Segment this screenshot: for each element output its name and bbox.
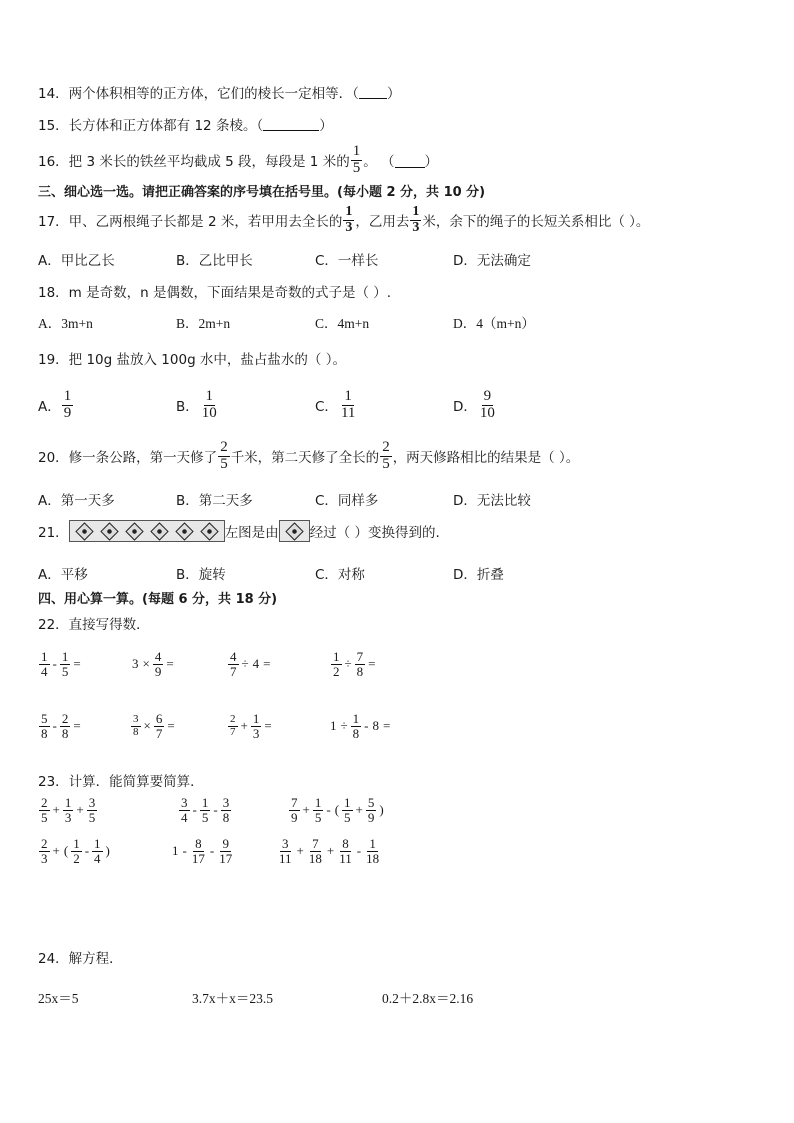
question-18: 18．m 是奇数，n 是偶数，下面结果是奇数的式子是（ ）. — [38, 285, 392, 301]
question-22: 22．直接写得数． — [38, 617, 150, 633]
q17-mid: ，乙用去 — [355, 214, 410, 231]
expression: 1 ÷ $\frac{1}{8}$ - 8 = — [330, 711, 391, 741]
option-a[interactable]: A．第一天多 — [38, 493, 115, 509]
fraction: $\frac{1}{3}$ — [412, 204, 420, 235]
question-14 — [38, 82, 400, 102]
q21-mid: 左图是由 — [224, 525, 279, 541]
section-3-title: 三、细心选一选。请把正确答案的序号填在括号里。(每小题 2 分，共 10 分) — [38, 185, 486, 200]
option-c[interactable]: C．同样多 — [315, 493, 379, 509]
fraction: $\frac{2}{5}$ — [382, 439, 390, 472]
q20-mid: 千米，第二天修了全长的 — [230, 450, 380, 467]
option-d[interactable] — [453, 389, 498, 422]
q17-post: 米，余下的绳子的长短关系相比（ ）。 — [422, 214, 650, 231]
option-b[interactable]: B．2m+n — [176, 316, 231, 331]
expression: $\frac{2}{5}$ + $\frac{1}{3}$ + $\frac{3}{5}$ — [41, 795, 96, 825]
expression: $\frac{2}{3}$ + ( $\frac{1}{2}$ - $\frac{1}{4}$ ) — [41, 836, 110, 866]
option-d[interactable]: D．无法确定 — [453, 253, 531, 269]
q17-pre: 17．甲、乙两根绳子长都是 2 米，若甲用去全长的 — [38, 214, 343, 231]
q21-pre: 21． — [38, 525, 69, 541]
option-label: A． — [38, 399, 61, 416]
question-19: 19．把 10g 盐放入 100g 水中，盐占盐水的（ ）。 — [38, 352, 346, 368]
fraction: $\frac{1}{9}$ — [63, 388, 72, 421]
diamond-tile-icon — [279, 520, 310, 542]
option-d[interactable]: D．4（m+n） — [453, 316, 535, 331]
question-20 — [38, 440, 579, 473]
option-label: D． — [453, 399, 477, 416]
option-a[interactable]: A．甲比乙长 — [38, 253, 115, 269]
expression: $\frac{1}{4}$ - $\frac{1}{5}$ = — [41, 649, 81, 679]
question-24: 24．解方程． — [38, 951, 123, 967]
option-d[interactable]: D．折叠 — [453, 567, 504, 583]
option-b[interactable]: B．乙比甲长 — [176, 253, 253, 269]
option-label: B． — [176, 399, 199, 416]
fraction: $\frac{1}{11}$ — [340, 388, 356, 421]
expression: $\frac{3}{8}$ × $\frac{6}{7}$ = — [133, 711, 175, 741]
fraction: $\frac{1}{10}$ — [201, 388, 217, 421]
answer-blank[interactable] — [359, 85, 387, 100]
option-b[interactable]: B．旋转 — [176, 567, 226, 583]
diamond-pattern-strip — [69, 520, 225, 542]
expression: $\frac{1}{2}$ ÷ $\frac{7}{8}$ = — [333, 649, 376, 679]
equation: 0.2＋2.8x＝2.16 — [382, 991, 474, 1006]
expression: $\frac{4}{7}$ ÷ 4 = — [230, 649, 271, 679]
q15-text: 15．长方体和正方体都有 12 条棱。（ — [38, 118, 264, 134]
q14-close: ） — [386, 86, 401, 102]
option-d[interactable]: D．无法比较 — [453, 493, 531, 509]
option-a[interactable] — [38, 389, 74, 422]
question-15 — [38, 114, 333, 134]
section-4-title: 四、用心算一算。(每题 6 分，共 18 分) — [38, 592, 278, 607]
option-c[interactable]: C．4m+n — [315, 316, 370, 331]
q20-pre: 20．修一条公路，第一天修了 — [38, 450, 218, 467]
question-23: 23．计算．能简算要简算． — [38, 774, 204, 790]
fraction: $\frac{9}{10}$ — [479, 388, 495, 421]
fraction: $\frac{1}{3}$ — [345, 204, 353, 235]
expression: $\frac{5}{8}$ - $\frac{2}{8}$ = — [41, 711, 81, 741]
question-16 — [38, 144, 438, 177]
option-c[interactable]: C．对称 — [315, 567, 365, 583]
q16-pre: 16．把 3 米长的铁丝平均截成 5 段，每段是 1 米的 — [38, 154, 350, 171]
answer-blank[interactable] — [263, 117, 319, 132]
option-b[interactable] — [176, 389, 220, 422]
expression: $\frac{3}{4}$ - $\frac{1}{5}$ - $\frac{3}{8}$ — [181, 795, 230, 825]
option-a[interactable]: A．平移 — [38, 567, 88, 583]
option-c[interactable] — [315, 389, 358, 422]
option-a[interactable]: A．3m+n — [38, 316, 93, 331]
q21-post: 经过（ ）变换得到的. — [309, 525, 440, 541]
question-17 — [38, 205, 649, 235]
option-c[interactable]: C．一样长 — [315, 253, 379, 269]
equation: 25x＝5 — [38, 991, 79, 1006]
option-label: C． — [315, 399, 338, 416]
expression: $\frac{7}{9}$ + $\frac{1}{5}$ - ( $\frac{1}{5}$ + $\frac{5}{9}$ ) — [291, 795, 384, 825]
fraction: $\frac{2}{5}$ — [220, 439, 228, 472]
expression: $\frac{2}{7}$ + $\frac{1}{3}$ = — [230, 711, 272, 741]
expression: $\frac{3}{11}$ + $\frac{7}{18}$ + $\frac{8}{11}$ - $\frac{1}{18}$ — [279, 836, 380, 866]
question-21 — [38, 520, 440, 542]
q14-text: 14．两个体积相等的正方体，它们的棱长一定相等．（ — [38, 86, 359, 102]
answer-blank[interactable] — [395, 153, 425, 168]
q16-close: ） — [424, 154, 438, 171]
expression: 1 - $\frac{8}{17}$ - $\frac{9}{17}$ — [172, 836, 233, 866]
q16-post: 。 （ — [363, 154, 395, 171]
expression: 3 × $\frac{4}{9}$ = — [132, 649, 174, 679]
equation: 3.7x＋x＝23.5 — [192, 991, 273, 1006]
fraction: $\frac{1}{5}$ — [352, 143, 361, 176]
q20-post: ，两天修路相比的结果是（ ）。 — [392, 450, 580, 467]
option-b[interactable]: B．第二天多 — [176, 493, 253, 509]
q15-close: ） — [319, 118, 333, 134]
